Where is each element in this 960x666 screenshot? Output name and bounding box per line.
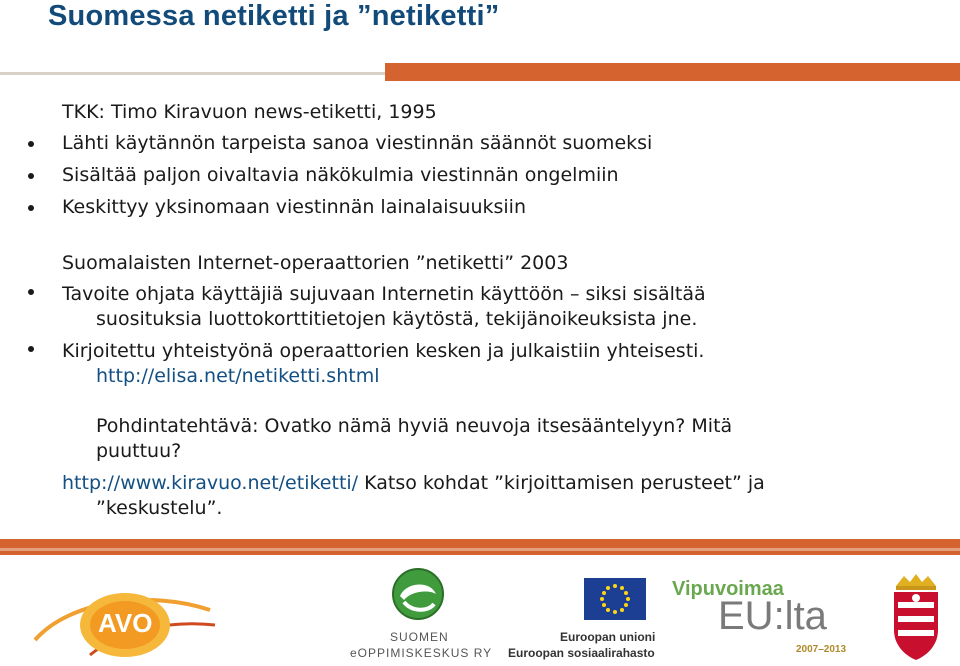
eulta-text: EU:lta [718, 594, 827, 638]
eu-logo [508, 578, 658, 663]
coat-of-arms-logo [888, 572, 944, 662]
section2-heading: Suomalaisten Internet-operaattorien ”netiketti” 2003 [62, 252, 569, 274]
section2-bullet-2-line-1: Kirjoitettu yhteistyönä operaattorien kesken ja julkaistiin yhteisesti. [62, 340, 705, 362]
section2-bullet-1-line-2: suosituksia luottokorttitietojen käytöstä, tekijänoikeuksista jne. [96, 308, 698, 330]
eoppimiskeskus-text: eOPPIMISKESKUS RY [350, 646, 493, 660]
task-line-3-text: Katso kohdat ”kirjoittamisen perusteet” ja [358, 472, 765, 494]
section1-heading: TKK: Timo Kiravuon news-etiketti, 1995 [62, 101, 437, 123]
task-line-1: Pohdintatehtävä: Ovatko nämä hyviä neuvoja itsesääntelyyn? Mitä [96, 415, 733, 437]
elisa-netiketti-link[interactable]: http://elisa.net/netiketti.shtml [96, 365, 380, 387]
avo-logo [30, 580, 220, 660]
top-accent-bar [385, 63, 960, 81]
coat-of-arms-icon [888, 572, 944, 662]
eoppimiskeskus-globe-icon [390, 564, 446, 624]
section1-bullet-1: Lähti käytännön tarpeista sanoa viestinnän säännöt suomeksi [62, 132, 653, 154]
avo-logo-text: AVO [98, 608, 153, 638]
bottom-divider-thin [0, 548, 960, 551]
bullet-dot [28, 289, 34, 295]
bullet-dot [28, 141, 34, 147]
vipuvoimaa-years-text: 2007–2013 [796, 644, 847, 655]
eu-social-fund-text: Euroopan sosiaalirahasto [508, 646, 655, 660]
vipuvoimaa-logo [672, 578, 852, 660]
logo-strip [0, 560, 960, 663]
task-line-3 [62, 472, 765, 494]
task-line-2: puuttuu? [96, 440, 182, 462]
bullet-dot [28, 173, 34, 179]
section1-bullet-3: Keskittyy yksinomaan viestinnän lainalaisuuksiin [62, 196, 526, 218]
bullet-dot [28, 205, 34, 211]
kiravuo-etiketti-link[interactable]: http://www.kiravuo.net/etiketti/ [62, 472, 359, 494]
bullet-dot [28, 346, 34, 352]
vipuvoimaa-text: Vipuvoimaa [672, 578, 784, 600]
bottom-accent-bar [0, 539, 960, 555]
task-line-4: ”keskustelu”. [96, 497, 223, 519]
eu-union-text: Euroopan unioni [560, 630, 656, 644]
suomen-text: SUOMEN [390, 630, 449, 644]
page-title: Suomessa netiketti ja ”netiketti” [48, 0, 500, 32]
section1-bullet-2: Sisältää paljon oivaltavia näkökulmia viestinnän ongelmiin [62, 164, 619, 186]
section2-bullet-1-line-1: Tavoite ohjata käyttäjiä sujuvaan Internetin käyttöön – siksi sisältää [62, 283, 706, 305]
eu-flag-icon [584, 578, 646, 620]
suomen-eoppimiskeskus-logo [350, 564, 493, 662]
